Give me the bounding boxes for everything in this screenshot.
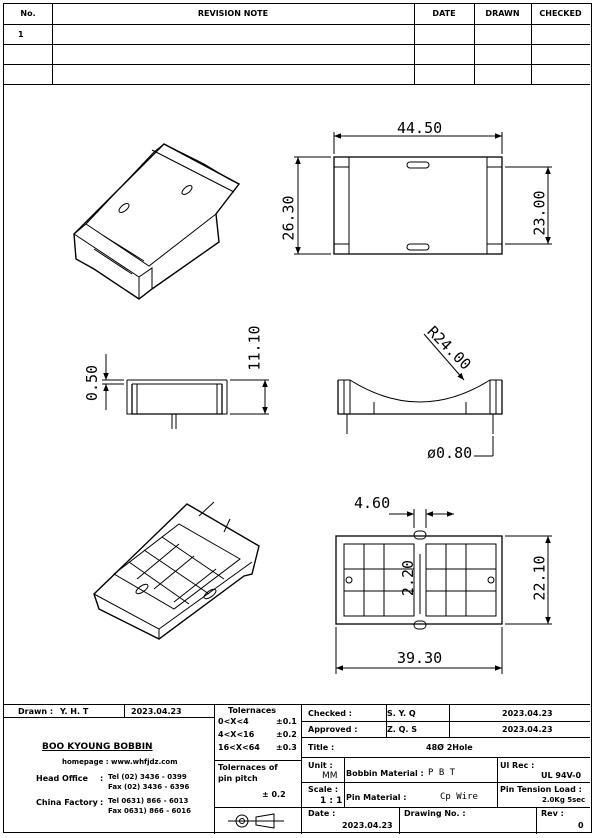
drawn-by: Y. H. T xyxy=(60,707,89,716)
bobbin-material-label: Bobbin Material : xyxy=(346,769,424,778)
company-name: BOO KYOUNG BOBBIN xyxy=(42,742,153,752)
title-value: 48Ø 2Hole xyxy=(426,743,473,752)
dim-radius: R24.00 xyxy=(423,322,475,374)
tol-val-2: ±0.2 xyxy=(276,730,297,739)
pin-tension-value: 2.0Kg 5sec xyxy=(542,796,586,804)
drawn-date: 2023.04.23 xyxy=(131,707,182,716)
unit-label: Unit : xyxy=(308,761,333,770)
dim-height-right: 23.00 xyxy=(530,190,549,236)
tol-pitch-title: Tolernaces of pin pitch xyxy=(218,763,278,783)
scale-label: Scale : xyxy=(308,785,339,794)
tol-range-1: 0<X<4 xyxy=(218,717,249,726)
dim-side-height: 11.10 xyxy=(245,325,264,371)
tol-val-3: ±0.3 xyxy=(276,743,297,752)
dim-width-top: 44.50 xyxy=(397,119,443,137)
dim-pin-diameter: ø0.80 xyxy=(427,444,473,462)
dim-bottom-width: 39.30 xyxy=(397,649,443,667)
tol-range-3: 16<X<64 xyxy=(218,743,260,752)
checked-date: 2023.04.23 xyxy=(502,709,553,718)
scale-value: 1 : 1 xyxy=(320,796,343,806)
header-drawn: DRAWN xyxy=(485,9,520,18)
dim-slot-gap: 2.20 xyxy=(399,559,418,597)
top-view xyxy=(294,132,552,254)
head-office-label: Head Office xyxy=(36,774,88,783)
dim-pin-offset: 0.50 xyxy=(83,364,102,402)
dim-slot-width: 4.60 xyxy=(354,494,391,512)
revision-row-no: 1 xyxy=(18,30,24,39)
date-label: Date : xyxy=(308,809,336,818)
china-tel: Tel 0631) 866 - 6013 xyxy=(108,797,189,805)
header-checked: CHECKED xyxy=(539,9,582,18)
tol-val-1: ±0.1 xyxy=(276,717,297,726)
dim-bottom-height: 22.10 xyxy=(530,555,549,601)
date-value: 2023.04.23 xyxy=(342,821,393,830)
iso-view-top xyxy=(74,144,239,299)
unit-value: MM xyxy=(322,771,338,781)
china-factory-label: China Factory xyxy=(36,798,98,807)
tolerance-title: Tolernaces xyxy=(228,706,277,715)
drawing-sheet: No. REVISION NOTE DATE DRAWN CHECKED 1 44.50 26.30 23.00 0.50 11.10 R24.00 ø0.80 4.60 2.20 22.10 39.30 Drawn : Y. H. T 2023.04.23 BOO KYOUNG BOBBIN homepage : www.whfjdz.com Head Office : Tel (02) 3436 - 0399 Fax (02) 3436 - 6396 China Factory : Tel 0631) 866 - 6013 Fax 0631) 866 - 6016 Tolernaces 0<X<4 ±0.1 4<X<16 ±0.2 16<X<64 ±0.3 Tolernaces of pin pitch ± 0.2 Checked : S. Y. Q 2023.04.23 Approved : Z. Q. S 2023.04.23 Title : 48Ø 2Hole Unit : MM Bobbin Material : P B T Ul Rec : UL 94V-0 Scale : 1 : 1 Pin Material : Cp Wire Pin Tension Load : 2.0Kg 5sec Date : 2023.04.23 Drawing No. : Rev : 0 xyxy=(3,3,592,833)
header-no: No. xyxy=(20,9,36,18)
china-fax: Fax 0631) 866 - 6016 xyxy=(108,807,192,815)
head-fax: Fax (02) 3436 - 6396 xyxy=(108,783,190,791)
approved-date: 2023.04.23 xyxy=(502,725,553,734)
checked-by: S. Y. Q xyxy=(387,709,416,718)
pin-material-value: Cp Wire xyxy=(440,792,478,802)
checked-label: Checked : xyxy=(308,709,352,718)
bottom-view xyxy=(336,509,552,674)
approved-by: Z. Q. S xyxy=(387,725,418,734)
drawing-no-label: Drawing No. : xyxy=(404,809,466,818)
ul-rec-value: UL 94V-0 xyxy=(541,771,582,780)
header-revision-note: REVISION NOTE xyxy=(197,9,269,18)
pin-tension-label: Pin Tension Load : xyxy=(500,785,582,794)
head-tel: Tel (02) 3436 - 0399 xyxy=(108,773,187,781)
bobbin-material-value: P B T xyxy=(428,768,456,778)
tol-range-2: 4<X<16 xyxy=(218,730,255,739)
tol-pitch-value: ± 0.2 xyxy=(262,790,286,799)
rev-value: 0 xyxy=(578,821,584,830)
header-date: DATE xyxy=(432,9,456,18)
title-label: Title : xyxy=(308,743,335,752)
dim-height-left: 26.30 xyxy=(279,195,298,241)
ul-rec-label: Ul Rec : xyxy=(500,761,535,770)
rev-label: Rev : xyxy=(541,809,564,818)
drawn-label: Drawn : xyxy=(18,707,54,716)
homepage: homepage : www.whfjdz.com xyxy=(62,758,178,766)
projection-symbol-icon xyxy=(226,812,286,830)
iso-view-bottom xyxy=(94,502,259,639)
side-view xyxy=(102,354,269,429)
approved-label: Approved : xyxy=(308,725,358,734)
front-view xyxy=(338,334,502,456)
pin-material-label: Pin Material : xyxy=(346,793,407,802)
